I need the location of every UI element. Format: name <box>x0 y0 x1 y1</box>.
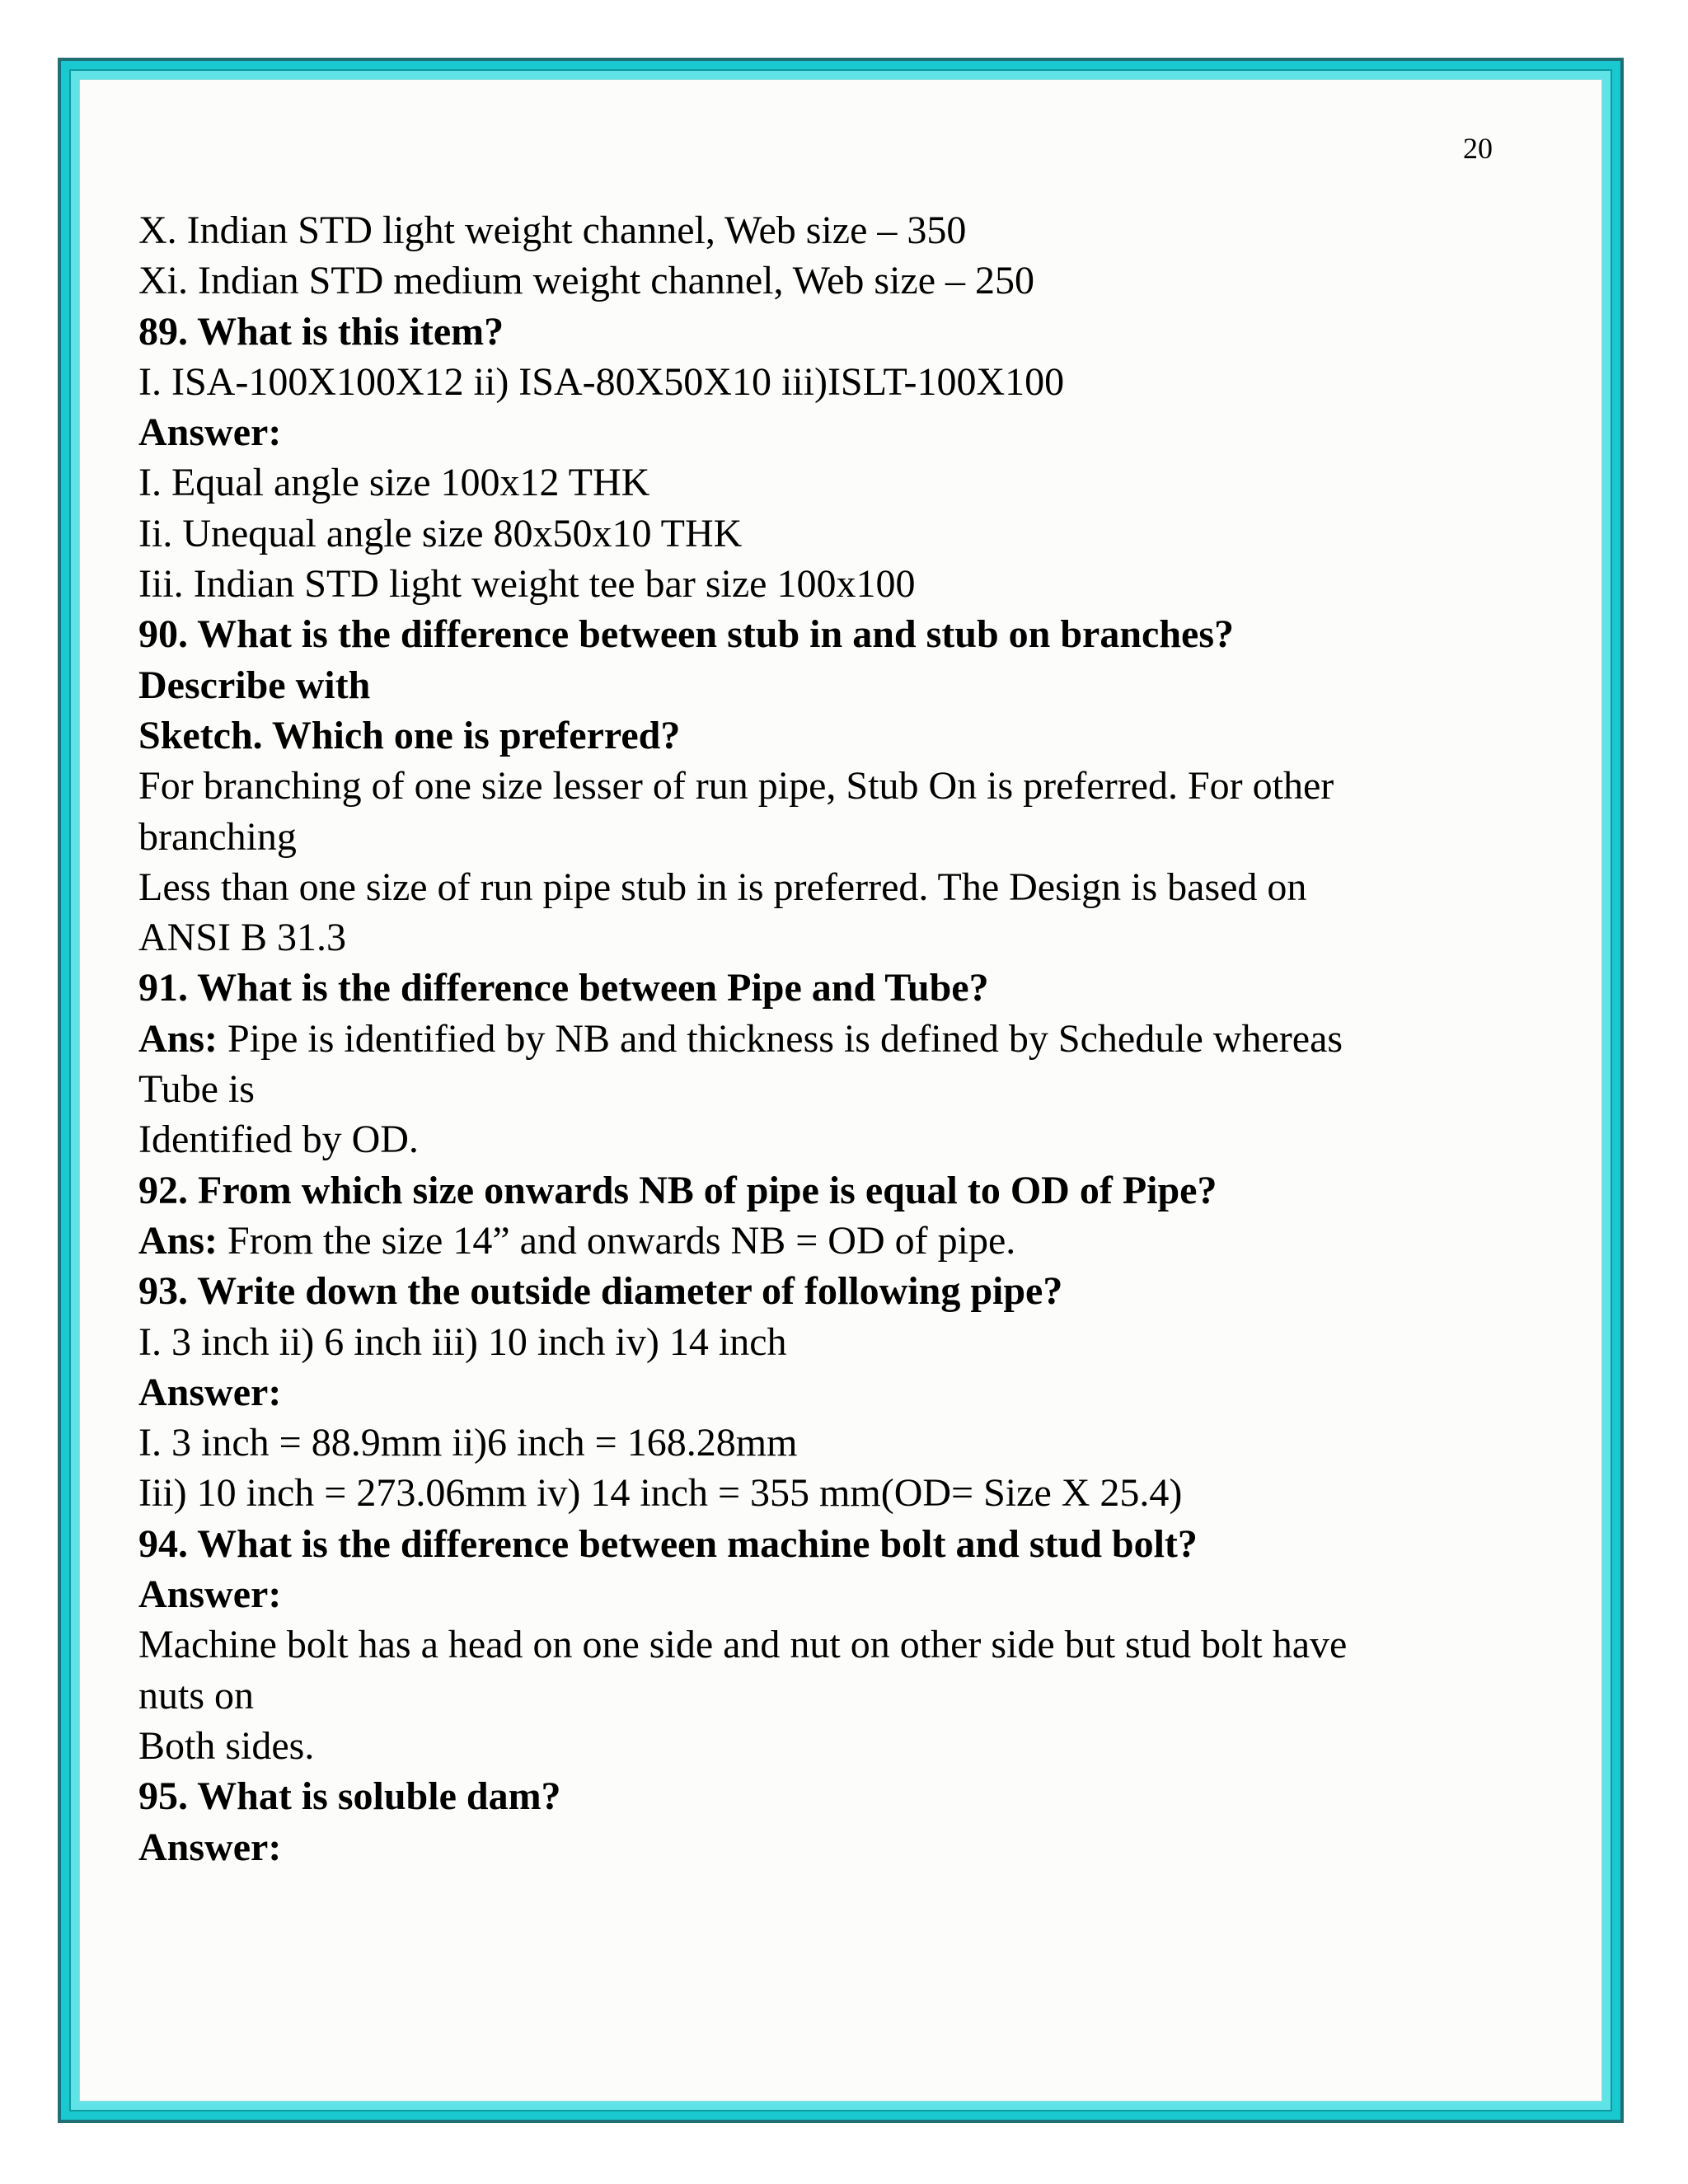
answer-line <box>138 1216 1507 1266</box>
page-border-outer <box>58 58 1624 2123</box>
answer-line: Tube is <box>138 1067 255 1112</box>
question-91: 91. What is the difference between Pipe and Tube? <box>138 966 989 1010</box>
answer-label: Ans: <box>138 1016 218 1061</box>
answer-line: Iii) 10 inch = 273.06mm iv) 14 inch = 355 mm(OD= Size X 25.4) <box>138 1471 1183 1516</box>
answer-line: ANSI B 31.3 <box>138 916 347 960</box>
answer-label: Ans: <box>138 1218 218 1263</box>
answer-line: Machine bolt has a head on one side and nut on other side but stud bolt have <box>138 1623 1348 1667</box>
answer-line: X. Indian STD light weight channel, Web size – 350 <box>138 209 967 252</box>
page <box>79 79 1602 2102</box>
question-89: 89. What is this item? <box>138 309 504 354</box>
answer-line: Iii. Indian STD light weight tee bar size 100x100 <box>138 562 916 607</box>
question-items: I. 3 inch ii) 6 inch iii) 10 inch iv) 14 inch <box>138 1319 787 1364</box>
question-94: 94. What is the difference between machine bolt and stud bolt? <box>138 1521 1198 1566</box>
answer-line: Less than one size of run pipe stub in is preferred. The Design is based on <box>138 865 1307 909</box>
question-93: 93. Write down the outside diameter of following pipe? <box>138 1269 1063 1314</box>
answer-line <box>138 1014 1507 1064</box>
page-content <box>138 205 1507 1872</box>
answer-line: Both sides. <box>138 1723 315 1768</box>
answer-heading: Answer: <box>138 1370 282 1414</box>
answer-line: branching <box>138 814 297 859</box>
answer-heading: Answer: <box>138 1825 282 1869</box>
answer-line: I. Equal angle size 100x12 THK <box>138 461 650 505</box>
answer-heading: Answer: <box>138 1572 282 1617</box>
question-items: I. ISA-100X100X12 ii) ISA-80X50X10 iii)ISLT-100X100 <box>138 359 1065 404</box>
question-92: 92. From which size onwards NB of pipe is equal to OD of Pipe? <box>138 1168 1217 1212</box>
question-90: 90. What is the difference between stub in and stub on branches? <box>138 612 1235 657</box>
answer-text: From the size 14” and onwards NB = OD of pipe. <box>218 1218 1016 1263</box>
answer-heading: Answer: <box>138 410 282 455</box>
question-95: 95. What is soluble dam? <box>138 1774 561 1819</box>
answer-text: Pipe is identified by NB and thickness is defined by Schedule whereas <box>218 1016 1343 1061</box>
answer-line: Xi. Indian STD medium weight channel, Web size – 250 <box>138 259 1035 303</box>
page-number: 20 <box>1463 132 1493 165</box>
answer-line: For branching of one size lesser of run pipe, Stub On is preferred. For other <box>138 764 1334 808</box>
page-border-inner <box>69 69 1612 2111</box>
answer-line: I. 3 inch = 88.9mm ii)6 inch = 168.28mm <box>138 1421 798 1465</box>
answer-line: Ii. Unequal angle size 80x50x10 THK <box>138 511 743 555</box>
question-90-continued: Sketch. Which one is preferred? <box>138 713 681 757</box>
answer-line: Identified by OD. <box>138 1118 419 1162</box>
answer-line: nuts on <box>138 1673 255 1718</box>
question-90-continued: Describe with <box>138 663 371 707</box>
